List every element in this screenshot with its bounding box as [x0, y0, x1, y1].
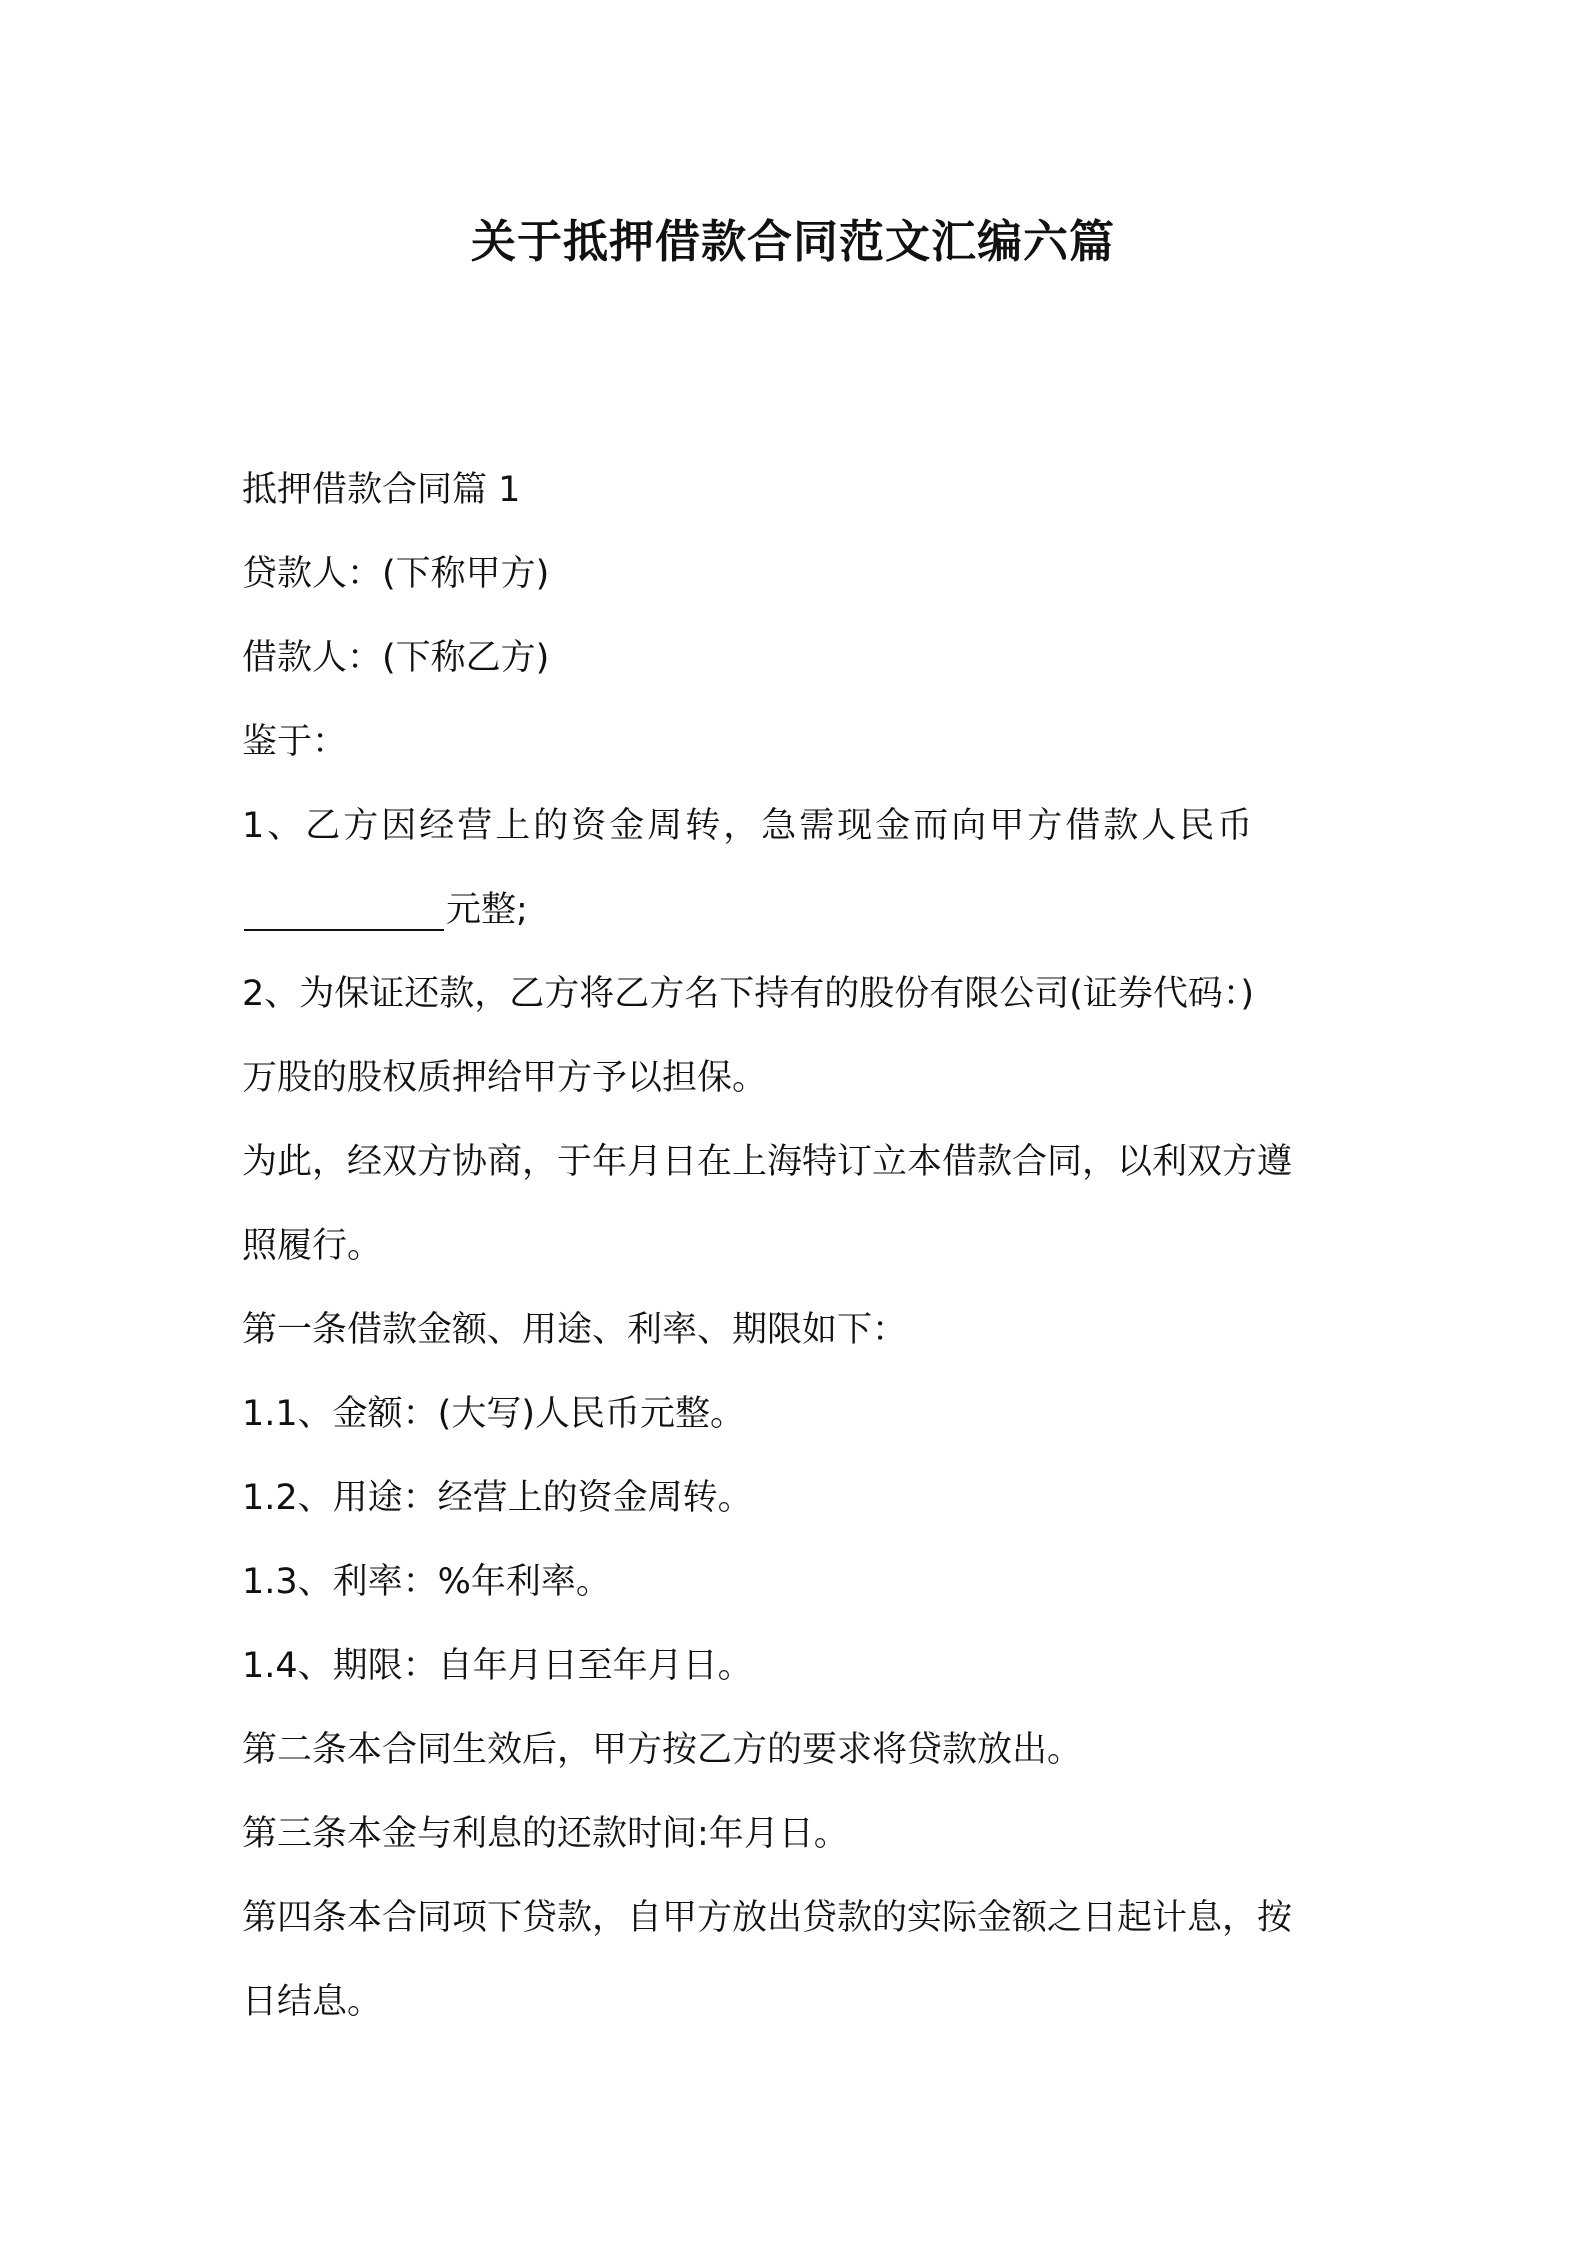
- article-3-line: 第三条本金与利息的还款时间:年月日。: [242, 1814, 849, 1854]
- amount-blank: [242, 868, 446, 952]
- article-1-purpose: 1.2、用途：经营上的资金周转。: [242, 1478, 753, 1518]
- article-1-term: 1.4、期限：自年月日至年月日。: [242, 1646, 753, 1686]
- borrower-line: 借款人：(下称乙方): [242, 638, 550, 678]
- clause-2-line: 2、为保证还款，乙方将乙方名下持有的股份有限公司(证券代码：): [242, 974, 1255, 1014]
- article-2-line: 第二条本合同生效后，甲方按乙方的要求将贷款放出。: [242, 1730, 1083, 1770]
- negotiation-line: 为此，经双方协商，于年月日在上海特订立本借款合同，以利双方遵: [242, 1142, 1293, 1182]
- negotiation-continuation: 照履行。: [242, 1226, 383, 1266]
- amount-suffix: 元整;: [446, 890, 528, 930]
- article-4-continuation: 日结息。: [242, 1982, 383, 2022]
- clause-2-continuation: 万股的股权质押给甲方予以担保。: [242, 1058, 768, 1098]
- document-title: 关于抵押借款合同范文汇编六篇: [470, 215, 1115, 268]
- lender-line: 贷款人：(下称甲方): [242, 554, 550, 594]
- document-body: [242, 448, 1357, 2044]
- section-heading-1: 抵押借款合同篇 1: [242, 470, 521, 510]
- article-1-rate: 1.3、利率：%年利率。: [242, 1562, 611, 1602]
- whereas-line: 鉴于：: [242, 722, 348, 762]
- article-1-heading: 第一条借款金额、用途、利率、期限如下：: [242, 1310, 908, 1350]
- clause-1-line: 1、乙方因经营上的资金周转，急需现金而向甲方借款人民币: [242, 806, 1256, 846]
- article-1-amount: 1.1、金额：(大写)人民币元整。: [242, 1394, 745, 1434]
- amount-line: [242, 868, 1357, 952]
- article-4-line: 第四条本合同项下贷款，自甲方放出贷款的实际金额之日起计息，按: [242, 1898, 1293, 1938]
